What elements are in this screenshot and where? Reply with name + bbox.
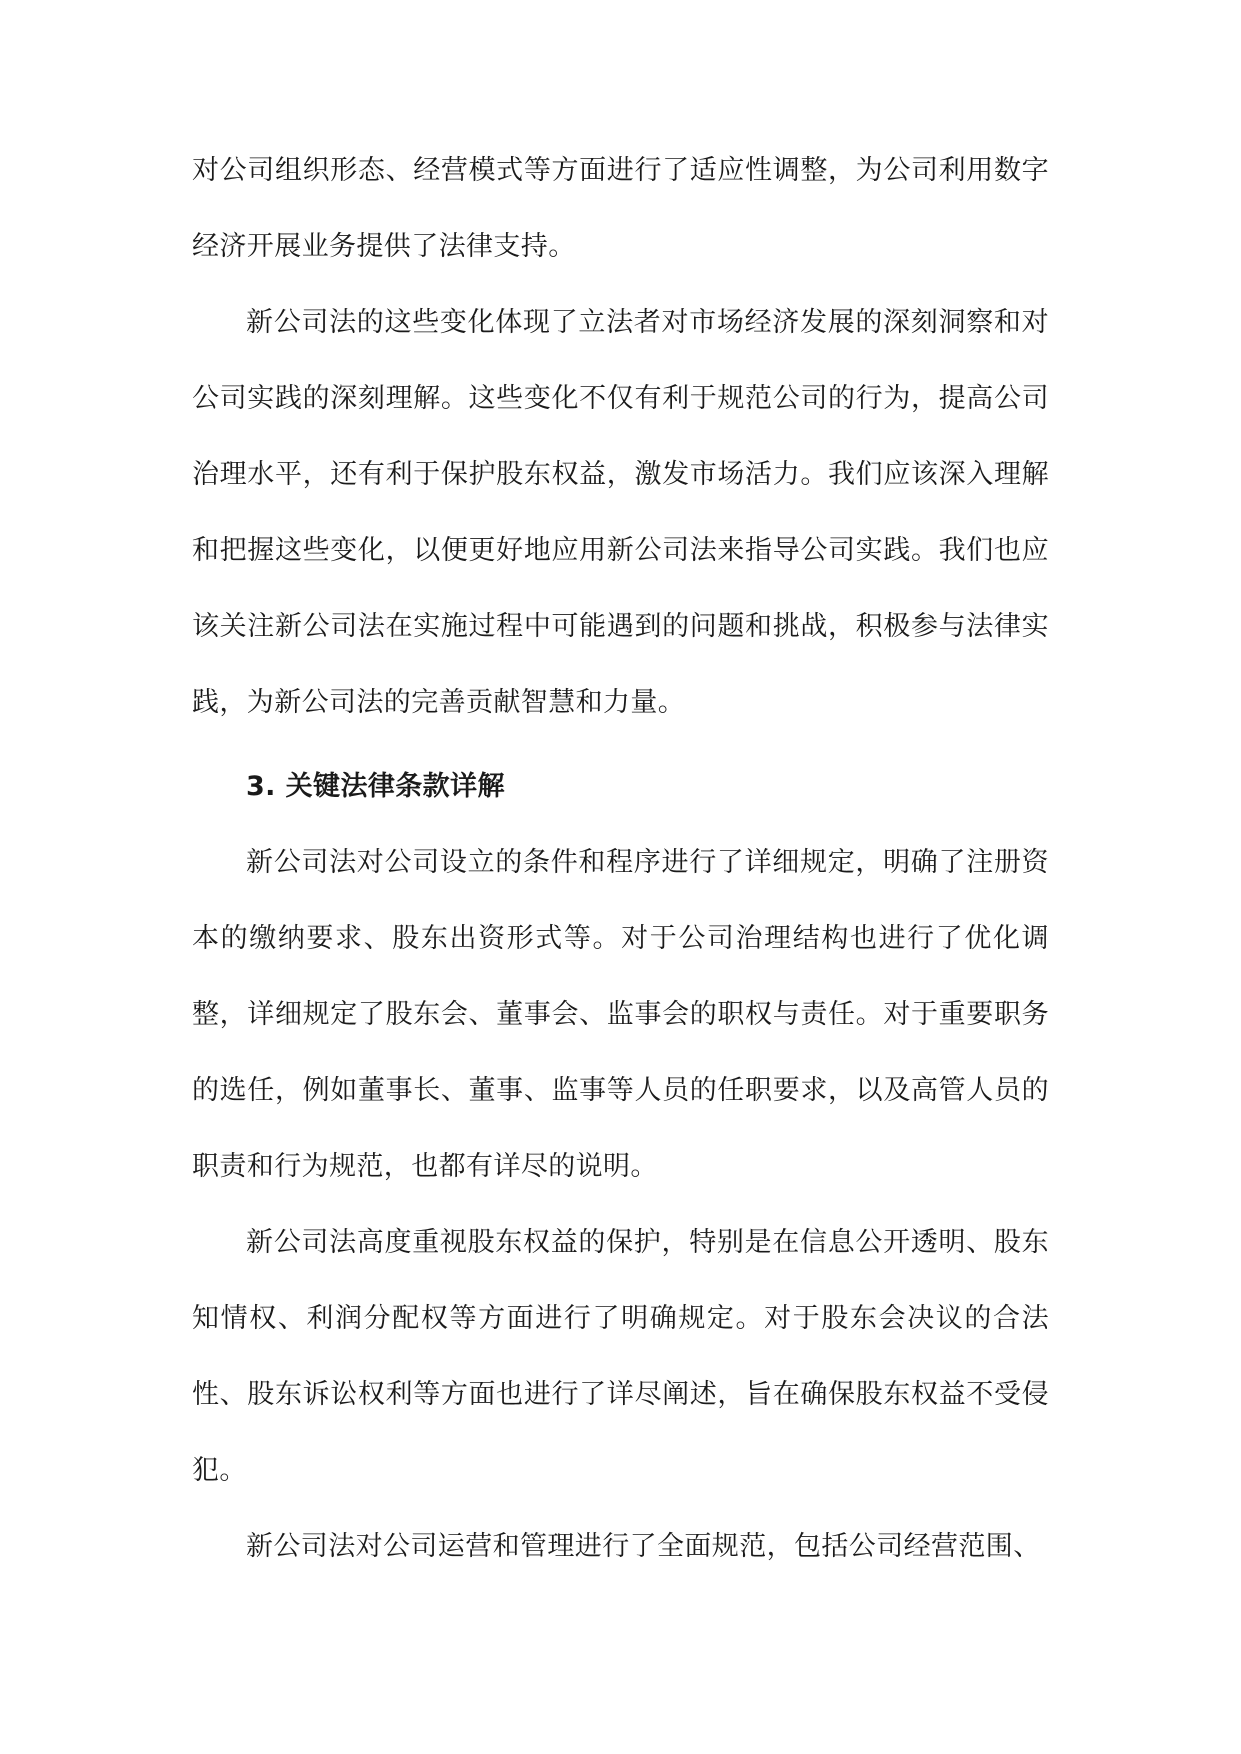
paragraph-operations: 新公司法对公司运营和管理进行了全面规范，包括公司经营范围、	[246, 1531, 1041, 1562]
paragraph-shareholder-rights: 新公司法高度重视股东权益的保护，特别是在信息公开透明、股东知情权、利润分配权等方面进行了明确规定。对于股东会决议的合法性、股东诉讼权利等方面也进行了详尽阐述，旨在确保股东权益不受侵犯。	[192, 1227, 1049, 1486]
paragraph-establishment: 新公司法对公司设立的条件和程序进行了详细规定，明确了注册资本的缴纳要求、股东出资形式等。对于公司治理结构也进行了优化调整，详细规定了股东会、董事会、监事会的职权与责任。对于重要职务的选任，例如董事长、董事、监事等人员的任职要求，以及高管人员的职责和行为规范，也都有详尽的说明。	[192, 847, 1049, 1182]
paragraph-continued: 对公司组织形态、经营模式等方面进行了适应性调整，为公司利用数字经济开展业务提供了法律支持。	[192, 155, 1049, 262]
document-body	[192, 133, 1049, 1585]
paragraph-summary: 新公司法的这些变化体现了立法者对市场经济发展的深刻洞察和对公司实践的深刻理解。这些变化不仅有利于规范公司的行为，提高公司治理水平，还有利于保护股东权益，激发市场活力。我们应该深入理解和把握这些变化，以便更好地应用新公司法来指导公司实践。我们也应该关注新公司法在实施过程中可能遇到的问题和挑战，积极参与法律实践，为新公司法的完善贡献智慧和力量。	[192, 307, 1049, 718]
section-heading: 3. 关键法律条款详解	[246, 771, 505, 802]
